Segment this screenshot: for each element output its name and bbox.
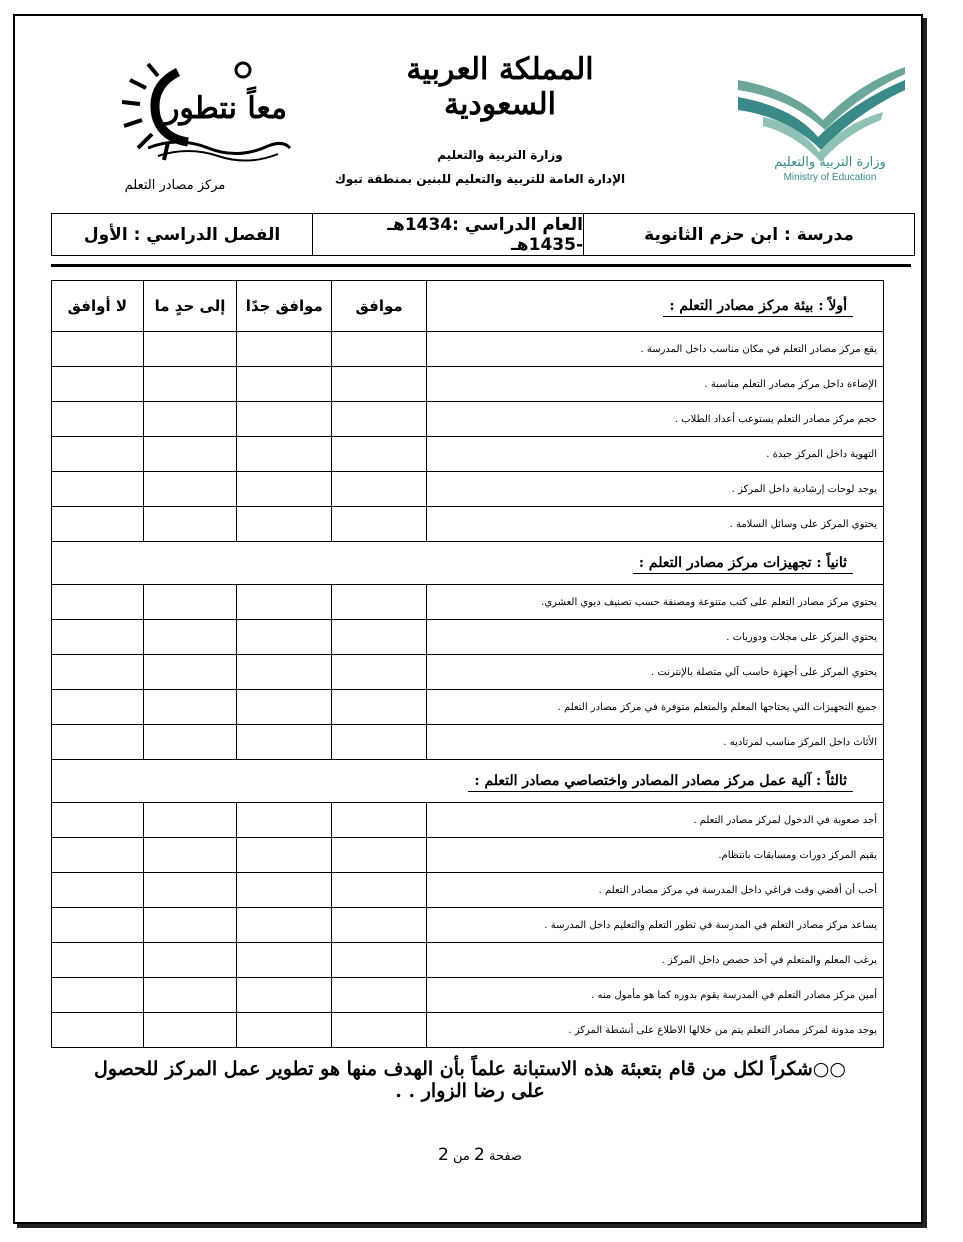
table-row bbox=[52, 838, 884, 873]
response-cell[interactable] bbox=[143, 908, 237, 943]
response-cell[interactable] bbox=[332, 978, 427, 1013]
statement: يحتوي المركز على وسائل السلامة . bbox=[427, 507, 884, 542]
divider bbox=[51, 264, 911, 267]
response-cell[interactable] bbox=[332, 620, 427, 655]
ministry-name: وزارة التربية والتعليم bbox=[437, 148, 563, 162]
section-row bbox=[52, 542, 884, 585]
response-cell[interactable] bbox=[52, 585, 144, 620]
center-label: مركز مصادر التعلم bbox=[124, 178, 226, 193]
statement: يقع مركز مصادر التعلم في مكان مناسب داخل المدرسة . bbox=[427, 332, 884, 367]
info-bar bbox=[51, 213, 915, 256]
svg-text:معاً نتطور: معاً نتطور bbox=[164, 91, 288, 126]
statement: أجد صعوبة في الدخول لمركز مصادر التعلم . bbox=[427, 803, 884, 838]
response-cell[interactable] bbox=[143, 332, 237, 367]
response-cell[interactable] bbox=[332, 402, 427, 437]
response-cell[interactable] bbox=[143, 585, 237, 620]
response-cell[interactable] bbox=[237, 873, 332, 908]
semester: الفصل الدراسي : الأول bbox=[83, 224, 281, 245]
response-cell[interactable] bbox=[332, 472, 427, 507]
response-cell[interactable] bbox=[143, 690, 237, 725]
statement: يوجد لوحات إرشادية داخل المركز . bbox=[427, 472, 884, 507]
response-cell[interactable] bbox=[332, 943, 427, 978]
table-row bbox=[52, 803, 884, 838]
table-row bbox=[52, 1013, 884, 1048]
response-cell[interactable] bbox=[237, 585, 332, 620]
response-cell[interactable] bbox=[52, 838, 144, 873]
response-cell[interactable] bbox=[52, 803, 144, 838]
response-cell[interactable] bbox=[237, 908, 332, 943]
response-cell[interactable] bbox=[237, 620, 332, 655]
response-cell[interactable] bbox=[332, 332, 427, 367]
response-cell[interactable] bbox=[332, 655, 427, 690]
response-cell[interactable] bbox=[143, 725, 237, 760]
response-cell[interactable] bbox=[332, 507, 427, 542]
section-header: ثانياً : تجهيزات مركز مصادر التعلم : bbox=[52, 542, 884, 585]
response-cell[interactable] bbox=[143, 655, 237, 690]
response-cell[interactable] bbox=[143, 978, 237, 1013]
statement: التهوية داخل المركز جيدة . bbox=[427, 437, 884, 472]
response-cell[interactable] bbox=[237, 472, 332, 507]
brand-logo bbox=[108, 56, 298, 166]
response-cell[interactable] bbox=[143, 367, 237, 402]
response-cell[interactable] bbox=[237, 690, 332, 725]
column-header-somewhat: إلى حدٍ ما bbox=[143, 281, 237, 332]
page-of: من bbox=[453, 1149, 470, 1164]
response-cell[interactable] bbox=[332, 803, 427, 838]
table-row bbox=[52, 725, 884, 760]
response-cell[interactable] bbox=[237, 655, 332, 690]
response-cell[interactable] bbox=[52, 437, 144, 472]
response-cell[interactable] bbox=[143, 1013, 237, 1048]
response-cell[interactable] bbox=[52, 1013, 144, 1048]
response-cell[interactable] bbox=[143, 873, 237, 908]
response-cell[interactable] bbox=[237, 838, 332, 873]
school-name: مدرسة : ابن حزم الثانوية bbox=[583, 214, 914, 255]
response-cell[interactable] bbox=[52, 507, 144, 542]
statement: حجم مركز مصادر التعلم يستوعب أعداد الطلاب . bbox=[427, 402, 884, 437]
statement: الأثاث داخل المركز مناسب لمرتاديه . bbox=[427, 725, 884, 760]
ministry-logo-arabic: وزارة التربية والتعليم bbox=[774, 155, 886, 170]
section-header: ثالثاً : آلية عمل مركز مصادر المصادر واختصاصي مصادر التعلم : bbox=[52, 760, 884, 803]
table-row bbox=[52, 655, 884, 690]
table-row bbox=[52, 908, 884, 943]
page-label: صفحة bbox=[488, 1149, 522, 1164]
table-row bbox=[52, 402, 884, 437]
response-cell[interactable] bbox=[332, 437, 427, 472]
section-row bbox=[52, 760, 884, 803]
response-cell[interactable] bbox=[143, 472, 237, 507]
table-row bbox=[52, 332, 884, 367]
response-cell[interactable] bbox=[52, 402, 144, 437]
response-cell[interactable] bbox=[237, 332, 332, 367]
statement: يوجد مدونة لمركز مصادر التعلم يتم من خلالها الاطلاع على أنشطة المركز . bbox=[427, 1013, 884, 1048]
table-row bbox=[52, 437, 884, 472]
response-cell[interactable] bbox=[143, 803, 237, 838]
response-cell[interactable] bbox=[143, 838, 237, 873]
response-cell[interactable] bbox=[52, 367, 144, 402]
response-cell[interactable] bbox=[52, 908, 144, 943]
statement: يساعد مركز مصادر التعلم في المدرسة في تطور التعلم والتعليم داخل المدرسة . bbox=[427, 908, 884, 943]
response-cell[interactable] bbox=[332, 725, 427, 760]
column-header-strongly-agree: موافق جدًا bbox=[237, 281, 332, 332]
response-cell[interactable] bbox=[237, 725, 332, 760]
response-cell[interactable] bbox=[237, 507, 332, 542]
response-cell[interactable] bbox=[143, 620, 237, 655]
statement: يقيم المركز دورات ومسابقات بانتظام. bbox=[427, 838, 884, 873]
response-cell[interactable] bbox=[52, 725, 144, 760]
table-header-row bbox=[52, 281, 884, 332]
response-cell[interactable] bbox=[52, 873, 144, 908]
table-row bbox=[52, 472, 884, 507]
response-cell[interactable] bbox=[332, 367, 427, 402]
page-total: 2 bbox=[438, 1145, 449, 1165]
table-row bbox=[52, 585, 884, 620]
response-cell[interactable] bbox=[52, 472, 144, 507]
response-cell[interactable] bbox=[332, 908, 427, 943]
statement: جميع التجهيزات التي يحتاجها المعلم والمتعلم متوفرة في مركز مصادر التعلم . bbox=[427, 690, 884, 725]
page-current: 2 bbox=[474, 1145, 485, 1165]
response-cell[interactable] bbox=[52, 620, 144, 655]
statement: أمين مركز مصادر التعلم في المدرسة يقوم بدوره كما هو مأمول منه . bbox=[427, 978, 884, 1013]
statement: يحتوي مركز مصادر التعلم على كتب متنوعة ومصنفة حسب تصنيف ديوي العشري. bbox=[427, 585, 884, 620]
response-cell[interactable] bbox=[143, 943, 237, 978]
response-cell[interactable] bbox=[237, 437, 332, 472]
statement: يحتوي المركز على أجهزة حاسب آلي متصلة بالإنترنت . bbox=[427, 655, 884, 690]
column-header-agree: موافق bbox=[332, 281, 427, 332]
column-header-disagree: لا أوافق bbox=[52, 281, 144, 332]
table-row bbox=[52, 620, 884, 655]
ministry-logo-english: Ministry of Education bbox=[783, 172, 877, 183]
response-cell[interactable] bbox=[52, 332, 144, 367]
response-cell[interactable] bbox=[143, 402, 237, 437]
section-header: أولاً : بيئة مركز مصادر التعلم : bbox=[427, 281, 884, 332]
response-cell[interactable] bbox=[52, 978, 144, 1013]
response-cell[interactable] bbox=[332, 585, 427, 620]
table-row bbox=[52, 873, 884, 908]
table-row bbox=[52, 507, 884, 542]
table-row bbox=[52, 978, 884, 1013]
response-cell[interactable] bbox=[237, 367, 332, 402]
statement: أحب أن أقضي وقت فراغي داخل المدرسة في مركز مصادر التعلم . bbox=[427, 873, 884, 908]
statement: يحتوي المركز على مجلات ودوريات . bbox=[427, 620, 884, 655]
admin-name: الإدارة العامة للتربية والتعليم للبنين بمنطقة تبوك bbox=[334, 172, 626, 186]
response-cell[interactable] bbox=[143, 507, 237, 542]
response-cell[interactable] bbox=[237, 1013, 332, 1048]
response-cell[interactable] bbox=[143, 437, 237, 472]
response-cell[interactable] bbox=[332, 838, 427, 873]
thanks-note: ○○شكراً لكل من قام بتعبئة هذه الاستبانة علماً بأن الهدف منها هو تطوير عمل المركز للحصول على رضا الزوار . . bbox=[94, 1058, 846, 1102]
statement: يرغب المعلم والمتعلم في أخذ حصص داخل المركز . bbox=[427, 943, 884, 978]
response-cell[interactable] bbox=[52, 943, 144, 978]
response-cell[interactable] bbox=[332, 1013, 427, 1048]
response-cell[interactable] bbox=[237, 803, 332, 838]
kingdom-title: المملكة العربية السعودية bbox=[406, 52, 594, 122]
response-cell[interactable] bbox=[237, 943, 332, 978]
table-row bbox=[52, 690, 884, 725]
response-cell[interactable] bbox=[52, 655, 144, 690]
response-cell[interactable] bbox=[237, 402, 332, 437]
response-cell[interactable] bbox=[332, 690, 427, 725]
academic-year: العام الدراسي :1434هـ -1435هـ bbox=[312, 214, 583, 255]
response-cell[interactable] bbox=[332, 873, 427, 908]
table-row bbox=[52, 943, 884, 978]
response-cell[interactable] bbox=[52, 690, 144, 725]
statement: الإضاءة داخل مركز مصادر التعلم مناسبة . bbox=[427, 367, 884, 402]
response-cell[interactable] bbox=[237, 978, 332, 1013]
page-number bbox=[380, 1145, 580, 1165]
survey-table bbox=[51, 280, 884, 1048]
table-row bbox=[52, 367, 884, 402]
